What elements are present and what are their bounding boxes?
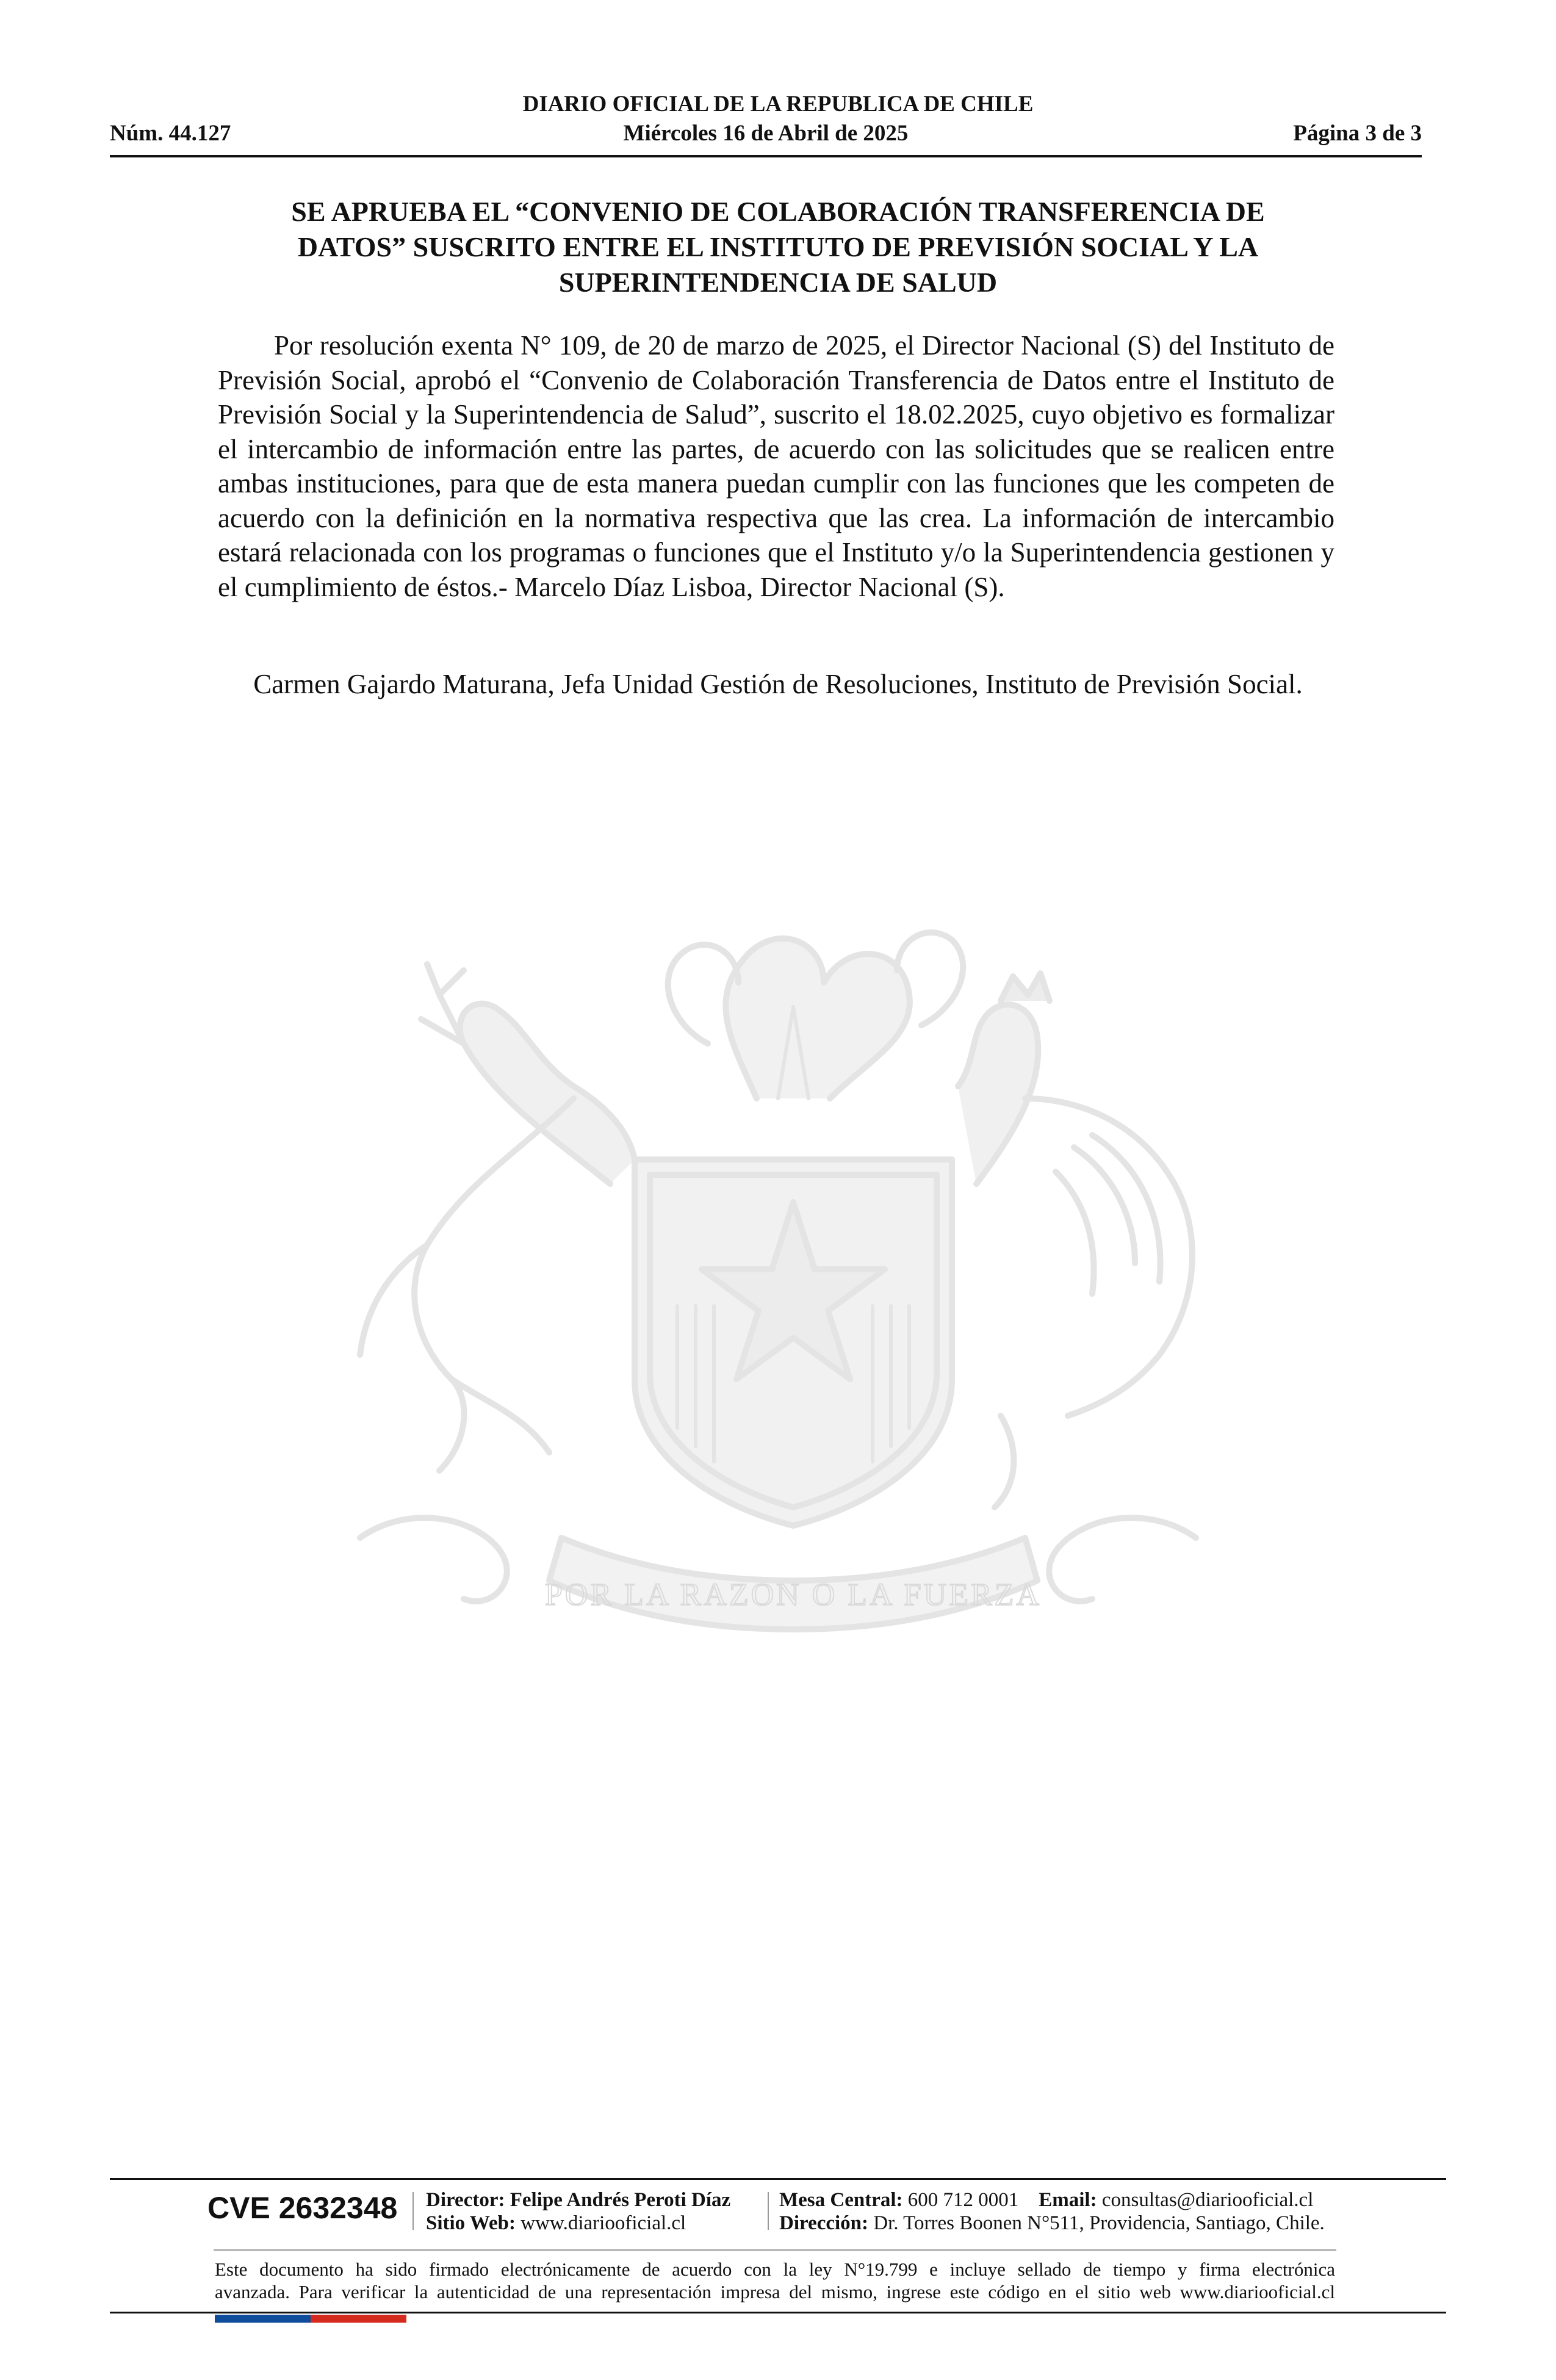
title-line-1: SE APRUEBA EL “CONVENIO DE COLABORACIÓN TRANSFERENCIA DE <box>291 196 1265 227</box>
coat-of-arms-icon <box>207 842 1349 1672</box>
website-link[interactable]: www.diariooficial.cl <box>520 2212 686 2234</box>
flag-stripe-red <box>311 2315 406 2323</box>
issue-number: Núm. 44.127 <box>110 121 231 146</box>
footer-note-line-1: Este documento ha sido firmado electrónicamente de acuerdo con la ley N°19.799 e incluye sellado de tiempo y firma electrónica <box>215 2259 1335 2280</box>
footer-contact-block <box>779 2188 1325 2235</box>
publication-title: DIARIO OFICIAL DE LA REPUBLICA DE CHILE <box>522 92 1034 117</box>
document-title <box>201 194 1355 300</box>
footer-separator <box>412 2192 414 2230</box>
footer-address: Dirección: Dr. Torres Boonen N°511, Providencia, Santiago, Chile. <box>779 2212 1325 2234</box>
footer-note-line-2: avanzada. Para verificar la autenticidad de una representación impresa del mismo, ingrese este código en el sitio web www.diariooficial.cl <box>215 2281 1335 2302</box>
issue-date: Miércoles 16 de Abril de 2025 <box>623 121 909 146</box>
title-line-3: SUPERINTENDENCIA DE SALUD <box>558 267 998 298</box>
document-signature: Carmen Gajardo Maturana, Jefa Unidad Gestión de Resoluciones, Instituto de Previsión Social. <box>253 669 1303 699</box>
page-number: Página 3 de 3 <box>1293 121 1422 146</box>
header-divider <box>110 155 1422 157</box>
footer-legal-note <box>215 2258 1335 2303</box>
footer-director-block <box>426 2188 730 2235</box>
footer-divider-mid <box>214 2249 1336 2251</box>
footer-divider-bottom <box>110 2312 1446 2313</box>
footer-director: Director: Felipe Andrés Peroti Díaz <box>426 2189 731 2211</box>
flag-stripe-blue <box>215 2315 311 2323</box>
footer-separator <box>768 2192 769 2230</box>
cve-code: CVE 2632348 <box>207 2191 398 2225</box>
coat-of-arms-watermark <box>207 842 1349 1672</box>
document-body: Por resolución exenta N° 109, de 20 de marzo de 2025, el Director Nacional (S) del Instituto de Previsión Social, aprobó el “Convenio de Colaboración Transferencia de Datos entre el Instituto de Previsión Social y la Superintendencia de Salud”, suscrito el 18.02.2025, cuyo objetivo es formalizar el intercambio de información entre las partes, de acuerdo con las solicitudes que se realicen entre ambas instituciones, para que de esta manera puedan cumplir con las funciones que les competen de acuerdo con la definición en la normativa respectiva que las crea. La información de intercambio estará relacionada con los programas o funciones que el Instituto y/o la Superintendencia gestionen y el cumplimiento de éstos.- Marcelo Díaz Lisboa, Director Nacional (S). <box>218 330 1334 602</box>
footer-divider-top <box>110 2178 1446 2180</box>
footer-phone-email: Mesa Central: 600 712 0001 Email: consultas@diariooficial.cl <box>779 2189 1314 2211</box>
title-line-2: DATOS” SUSCRITO ENTRE EL INSTITUTO DE PREVISIÓN SOCIAL Y LA <box>297 231 1259 262</box>
email-link[interactable]: consultas@diariooficial.cl <box>1101 2189 1314 2211</box>
motto-text: POR LA RAZON O LA FUERZA <box>545 1578 1042 1612</box>
footer-website: Sitio Web: www.diariooficial.cl <box>426 2212 686 2234</box>
header-row <box>110 121 1422 148</box>
